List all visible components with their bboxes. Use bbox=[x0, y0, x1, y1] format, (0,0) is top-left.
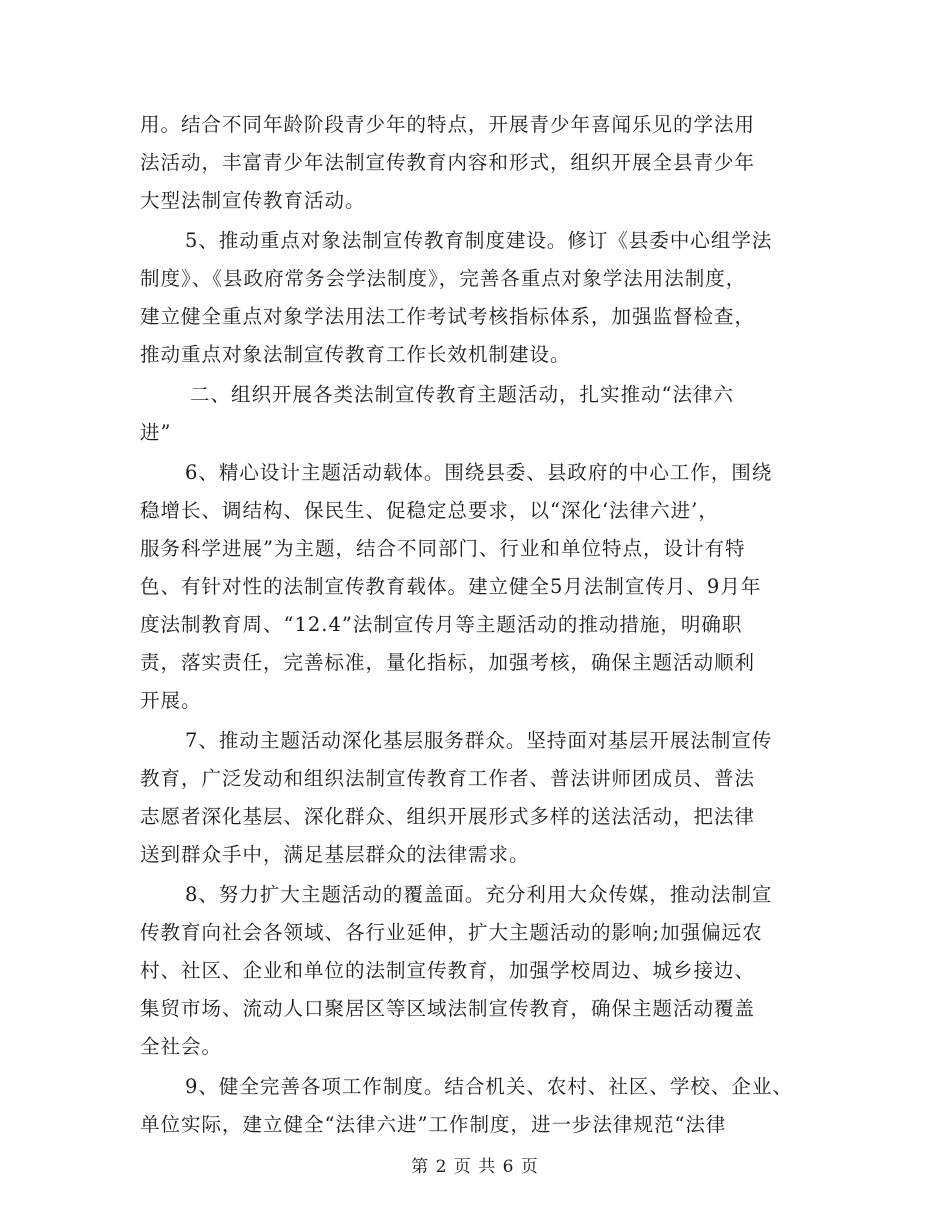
text-line: 推动重点对象法制宣传教育工作长效机制建设。 bbox=[140, 343, 571, 366]
section-heading: 二、组织开展各类法制宣传教育主题活动，扎实推动“法律六 bbox=[190, 383, 734, 406]
paragraph-7-start: 7、推动主题活动深化基层服务群众。坚持面对基层开展法制宣传 bbox=[185, 729, 773, 752]
text-line: 稳增长、调结构、保民生、促稳定总要求，以“深化‘法律六进’， bbox=[140, 499, 719, 522]
text-line: 制度》、《县政府常务会学法制度》，完善各重点对象学法用法制度， bbox=[140, 267, 747, 290]
text-line: 村、社区、企业和单位的法制宣传教育，加强学校周边、城乡接边、 bbox=[140, 959, 756, 982]
text-line: 全社会。 bbox=[140, 1035, 223, 1058]
text-line: 责，落实责任，完善标准，量化指标，加强考核，确保主题活动顺利 bbox=[140, 651, 756, 674]
text-line: 教育，广泛发动和组织法制宣传教育工作者、普法讲师团成员、普法 bbox=[140, 767, 756, 790]
paragraph-6-start: 6、精心设计主题活动载体。围绕县委、县政府的中心工作，围绕 bbox=[185, 461, 773, 484]
page-footer: 第 2 页 共 6 页 bbox=[411, 1157, 539, 1177]
paragraph-8-start: 8、努力扩大主题活动的覆盖面。充分利用大众传媒，推动法制宣 bbox=[185, 883, 773, 906]
text-line: 送到群众手中，满足基层群众的法律需求。 bbox=[140, 843, 530, 866]
text-line: 法活动，丰富青少年法制宣传教育内容和形式，组织开展全县青少年 bbox=[140, 151, 756, 174]
text-line: 色、有针对性的法制宣传教育载体。建立健全5月法制宣传月、9月年 bbox=[140, 575, 762, 598]
text-line: 集贸市场、流动人口聚居区等区域法制宣传教育，确保主题活动覆盖 bbox=[140, 997, 756, 1020]
text-line: 度法制教育周、“12.4”法制宣传月等主题活动的推动措施，明确职 bbox=[140, 613, 743, 636]
paragraph-5-start: 5、推动重点对象法制宣传教育制度建设。修订《县委中心组学法 bbox=[185, 229, 773, 252]
text-line: 传教育向社会各领域、各行业延伸，扩大主题活动的影响;加强偏远农 bbox=[140, 921, 763, 944]
text-line: 建立健全重点对象学法用法工作考试考核指标体系，加强监督检查， bbox=[140, 305, 756, 328]
paragraph-9-start: 9、健全完善各项工作制度。结合机关、农村、社区、学校、企业、 bbox=[185, 1075, 793, 1098]
text-line: 开展。 bbox=[140, 689, 202, 712]
text-line: 服务科学进展”为主题，结合不同部门、行业和单位特点，设计有特 bbox=[140, 537, 746, 560]
text-line: 单位实际，建立健全“法律六进”工作制度，进一步法律规范“法律 bbox=[140, 1113, 727, 1136]
section-heading-continued: 进” bbox=[140, 421, 172, 444]
text-line: 大型法制宣传教育活动。 bbox=[140, 189, 366, 212]
text-line: 志愿者深化基层、深化群众、组织开展形式多样的送法活动，把法律 bbox=[140, 805, 756, 828]
text-line: 用。结合不同年龄阶段青少年的特点，开展青少年喜闻乐见的学法用 bbox=[140, 113, 756, 136]
